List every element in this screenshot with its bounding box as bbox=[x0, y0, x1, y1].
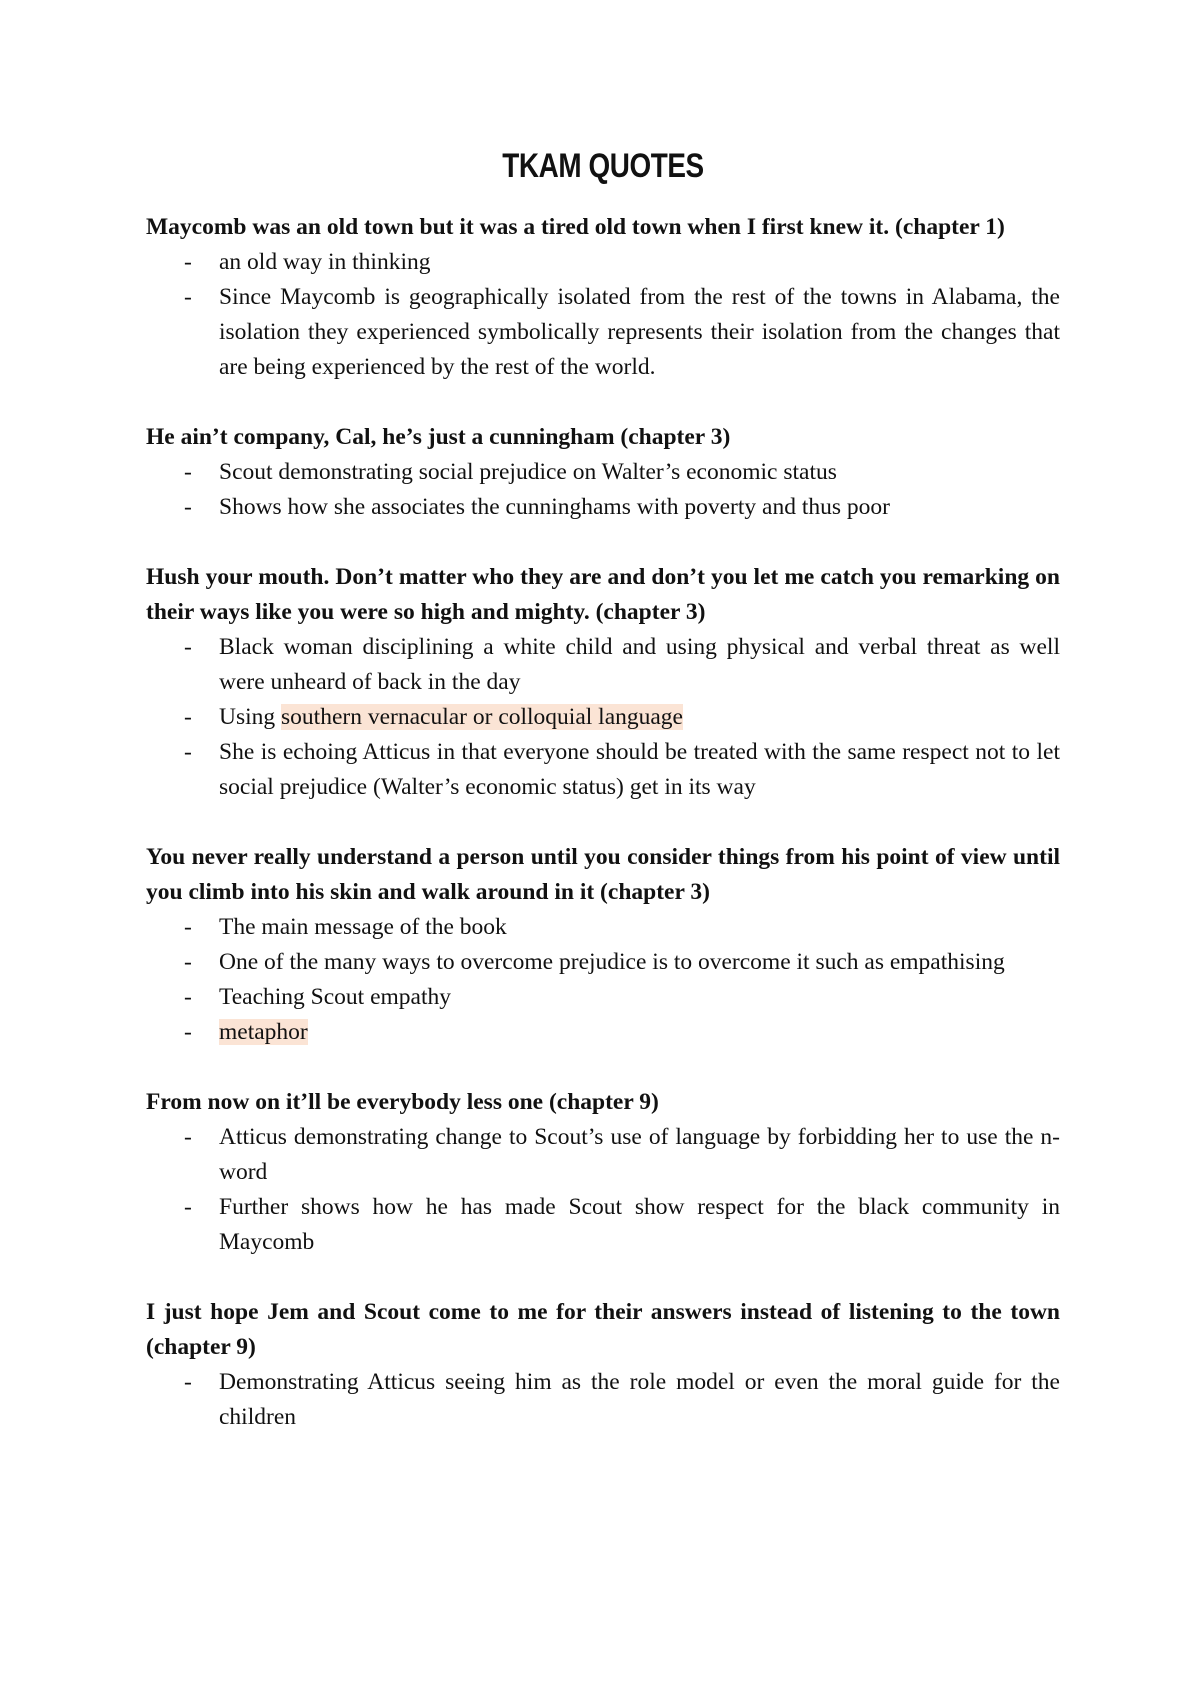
bullet-dash: - bbox=[184, 914, 192, 940]
quote-text: Maycomb was an old town but it was a tired old town when I first knew it. (chapter 1) bbox=[146, 214, 1005, 240]
point-text: Further shows how he has made Scout show respect for the black community in Maycomb bbox=[219, 1194, 1060, 1255]
quote-section bbox=[146, 560, 1060, 805]
bullet-dash: - bbox=[184, 1369, 192, 1395]
quote-section bbox=[146, 840, 1060, 1050]
bullet-dash: - bbox=[184, 1019, 192, 1045]
analysis-point bbox=[146, 490, 1060, 525]
analysis-point bbox=[146, 700, 1060, 735]
analysis-point bbox=[146, 980, 1060, 1015]
bullet-dash: - bbox=[184, 249, 192, 275]
bullet-dash: - bbox=[184, 284, 192, 310]
quote-text: From now on it’ll be everybody less one (chapter 9) bbox=[146, 1089, 659, 1115]
bullet-dash: - bbox=[184, 739, 192, 765]
analysis-point bbox=[146, 455, 1060, 490]
analysis-point bbox=[146, 1015, 1060, 1050]
point-text: Using bbox=[219, 704, 282, 730]
highlighted-text: metaphor bbox=[219, 1019, 308, 1045]
highlighted-text: southern vernacular or colloquial language bbox=[281, 704, 683, 730]
quote-text: Hush your mouth. Don’t matter who they are and don’t you let me catch you remarking on their ways like you were so high and mighty. (chapter 3) bbox=[146, 564, 1060, 625]
point-text: She is echoing Atticus in that everyone should be treated with the same respect not to let social prejudice (Walter’s economic status) get in its way bbox=[219, 739, 1060, 800]
quote-section bbox=[146, 1085, 1060, 1260]
analysis-list bbox=[146, 245, 1060, 385]
analysis-list bbox=[146, 1365, 1060, 1435]
bullet-dash: - bbox=[184, 634, 192, 660]
bullet-dash: - bbox=[184, 984, 192, 1010]
quote-section bbox=[146, 210, 1060, 385]
bullet-dash: - bbox=[184, 1194, 192, 1220]
analysis-point bbox=[146, 910, 1060, 945]
quote-text: He ain’t company, Cal, he’s just a cunningham (chapter 3) bbox=[146, 424, 731, 450]
bullet-dash: - bbox=[184, 1124, 192, 1150]
point-text: Teaching Scout empathy bbox=[219, 984, 451, 1010]
point-text: Since Maycomb is geographically isolated from the rest of the towns in Alabama, the isolation they experienced symbolically represents their isolation from the changes that are being experienced by the rest of the world. bbox=[219, 284, 1060, 380]
analysis-point bbox=[146, 1120, 1060, 1190]
quote-text: I just hope Jem and Scout come to me for their answers instead of listening to the town (chapter 9) bbox=[146, 1299, 1060, 1360]
point-text: Black woman disciplining a white child and using physical and verbal threat as well were unheard of back in the day bbox=[219, 634, 1060, 695]
bullet-dash: - bbox=[184, 494, 192, 520]
analysis-point bbox=[146, 280, 1060, 385]
analysis-list bbox=[146, 630, 1060, 805]
bullet-dash: - bbox=[184, 949, 192, 975]
analysis-point bbox=[146, 1190, 1060, 1260]
document-title: TKAM QUOTES bbox=[502, 147, 704, 185]
analysis-list bbox=[146, 1120, 1060, 1260]
bullet-dash: - bbox=[184, 704, 192, 730]
document-page bbox=[146, 142, 1060, 1470]
point-text: The main message of the book bbox=[219, 914, 507, 940]
bullet-dash: - bbox=[184, 459, 192, 485]
analysis-point bbox=[146, 630, 1060, 700]
analysis-point bbox=[146, 1365, 1060, 1435]
point-text: an old way in thinking bbox=[219, 249, 431, 275]
analysis-point bbox=[146, 735, 1060, 805]
analysis-point bbox=[146, 945, 1060, 980]
analysis-point bbox=[146, 245, 1060, 280]
point-text: Shows how she associates the cunninghams with poverty and thus poor bbox=[219, 494, 890, 520]
point-text: One of the many ways to overcome prejudice is to overcome it such as empathising bbox=[219, 949, 1005, 975]
quote-section bbox=[146, 420, 1060, 525]
quote-text: You never really understand a person until you consider things from his point of view until you climb into his skin and walk around in it (chapter 3) bbox=[146, 844, 1060, 905]
point-text: Demonstrating Atticus seeing him as the role model or even the moral guide for the children bbox=[219, 1369, 1060, 1430]
analysis-list bbox=[146, 910, 1060, 1050]
quote-sections bbox=[146, 210, 1060, 1435]
analysis-list bbox=[146, 455, 1060, 525]
quote-section bbox=[146, 1295, 1060, 1435]
point-text: Scout demonstrating social prejudice on Walter’s economic status bbox=[219, 459, 837, 485]
point-text: Atticus demonstrating change to Scout’s use of language by forbidding her to use the n-word bbox=[219, 1124, 1060, 1185]
